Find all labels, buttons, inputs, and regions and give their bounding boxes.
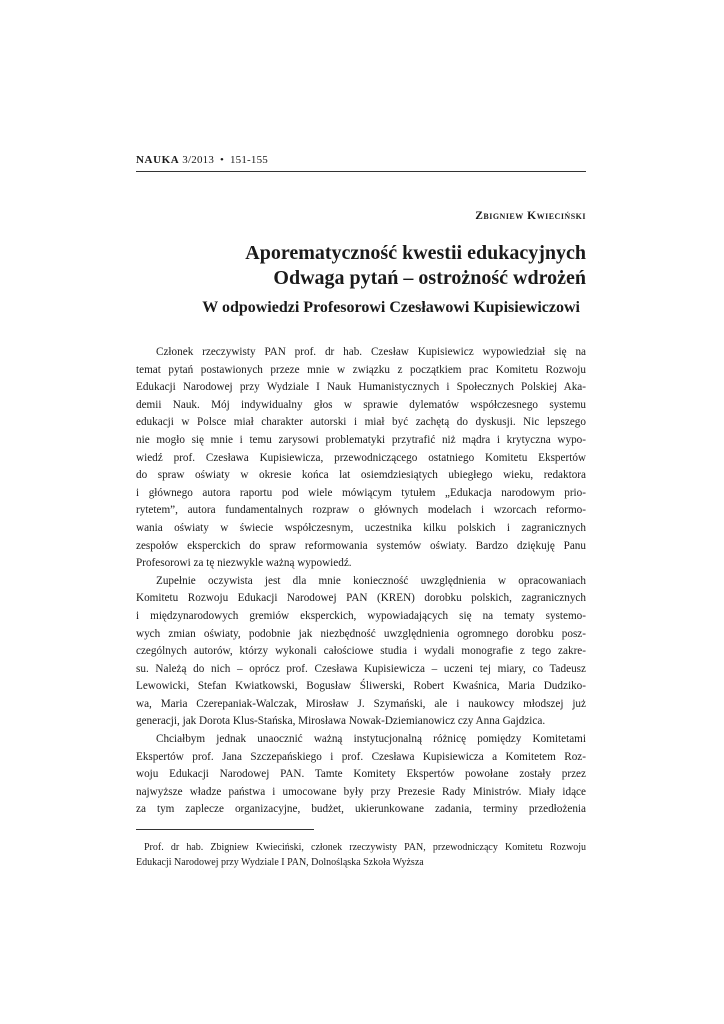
- body-line: su. Należą do nich – oprócz prof. Czesława Kupisiewicza – uczeni tej miary, co Tadeusz: [136, 662, 586, 675]
- body-line: wa, Maria Czerepaniak-Walczak, Mirosław J. Szymański, ale i naukowcy młodszej już: [136, 697, 586, 710]
- body-line: Profesorowi za tę niezwykle ważną wypowiedź.: [136, 557, 352, 570]
- body-line: Członek rzeczywisty PAN prof. dr hab. Czesław Kupisiewicz wypowiedział się na: [156, 346, 586, 358]
- running-header: [136, 154, 586, 166]
- body-line: temat pytań postawionych przeze mnie w związku z początkiem prac Komitetu Rozwoju: [136, 363, 586, 376]
- body-line: i głównego autora raportu pod wiele mówiącym tytułem „Edukacja narodowym prio-: [136, 486, 586, 499]
- page-range: 151-155: [229, 154, 269, 166]
- body-line: wiedź prof. Czesława Kupisiewicza, przewodniczącego ostatniego Komitetu Ekspertów: [136, 451, 586, 464]
- body-line: Komitetu Rozwoju Edukacji Narodowej PAN (KREN) dorobku polskich, zagranicznych: [136, 592, 586, 605]
- body-line: wych zmian oświaty, podobnie jak niezbędność uwzględnienia ogromnego dorobku posz-: [136, 627, 586, 640]
- body-line: Edukacji Narodowej przy Wydziale I Nauk Humanistycznych i Społecznych Polskiej Aka-: [136, 381, 586, 394]
- body-line: rytetem”, autora fundamentalnych rozpraw o głównych modelach i wzorcach reformo-: [136, 504, 586, 517]
- body-line: generacji, jak Dorota Klus-Stańska, Mirosława Nowak-Dziemianowicz czy Anna Gajdzica.: [136, 715, 546, 728]
- footnote-line: Edukacji Narodowej przy Wydziale I PAN, Dolnośląska Szkoła Wyższa: [136, 857, 424, 868]
- title-line-2: Odwaga pytań – ostrożność wdrożeń: [273, 267, 586, 289]
- body-line: nie mogło się mnie i temu zarysowi problematyki przytrafić niż mądra i krytyczna wypo-: [136, 433, 586, 446]
- body-line: edukacji w Polsce miał charakter autorski i miał być zachętą do dyskusji. Nic lepszego: [136, 416, 586, 429]
- body-line: woju Edukacji Narodowej PAN. Tamte Komitety Ekspertów powołane zostały przez: [136, 768, 586, 781]
- article-body: [136, 344, 586, 819]
- journal-name: NAUKA: [136, 154, 180, 166]
- header-divider: [136, 171, 586, 172]
- title-line-1: Aporematyczność kwestii edukacyjnych: [245, 242, 586, 264]
- body-line: Lewowicki, Stefan Kwiatkowski, Bogusław Śliwerski, Robert Kwaśnica, Maria Dudziko-: [136, 680, 586, 693]
- body-line: najwyższe władze państwa i umocowane były przy Prezesie Rady Ministrów. Miały idące: [136, 785, 586, 798]
- author-footnote: [136, 840, 586, 870]
- body-line: Zupełnie oczywista jest dla mnie konieczność uwzględnienia w opracowaniach: [156, 574, 586, 587]
- body-line: Ekspertów prof. Jana Szczepańskiego i prof. Czesława Kupisiewicza a Komitetem Roz-: [136, 750, 586, 763]
- body-line: czególnych autorów, którzy wykonali całościowe studia i wydali monografie z tego zakre-: [136, 645, 586, 658]
- article-subtitle: W odpowiedzi Profesorowi Czesławowi Kupisiewiczowi: [202, 299, 580, 316]
- header-separator: •: [219, 154, 225, 166]
- body-line: demii Nauk. Mój indywidualny głos w sprawie dylematów współczesnego systemu: [136, 398, 586, 411]
- body-line: za tym zaplecze organizacyjne, budżet, ukierunkowane zadania, terminy przedłożenia: [136, 803, 586, 816]
- article-author: Zbigniew Kwieciński: [475, 210, 586, 222]
- body-line: do spraw oświaty w okresie końca lat osiemdziesiątych ubiegłego wieku, redaktora: [136, 469, 586, 482]
- body-line: wania oświaty w świecie współczesnym, uczestnika kilku polskich i zagranicznych: [136, 521, 586, 534]
- footnote-divider: [136, 829, 314, 830]
- issue-number: 3/2013: [182, 154, 215, 166]
- body-line: i międzynarodowych gremiów eksperckich, wypowiadających się na tematy systemo-: [136, 609, 586, 622]
- body-line: zespołów eksperckich do spraw reformowania systemów oświaty. Bardzo dziękuję Panu: [136, 539, 586, 552]
- article-title: [136, 241, 586, 291]
- footnote-line: Prof. dr hab. Zbigniew Kwieciński, członek rzeczywisty PAN, przewodniczący Komitetu Rozwoju: [144, 842, 586, 853]
- body-line: Chciałbym jednak unaocznić ważną instytucjonalną różnicę pomiędzy Komitetami: [156, 733, 586, 746]
